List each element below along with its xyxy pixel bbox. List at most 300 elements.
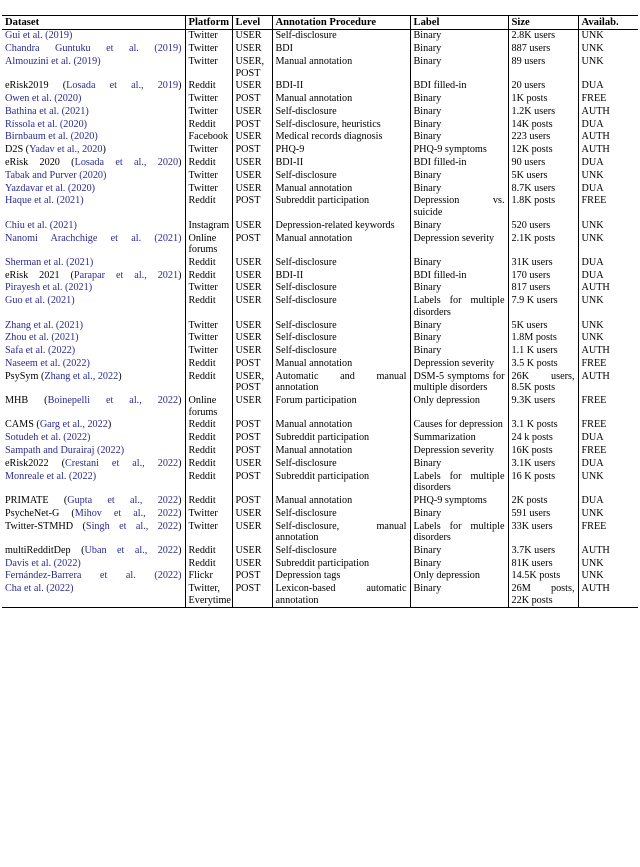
citation-link[interactable]: Losada et al., 2019 [66,80,179,92]
column-header-dataset: Dataset [2,16,185,30]
dataset-name-prefix: eRisk2022 ( [5,457,65,469]
cell-availability: UNK [578,219,638,232]
cell-platform: Reddit [185,195,232,219]
cell-dataset [2,557,185,570]
cell-label: Binary [410,345,508,358]
cell-size: 5K users [508,169,578,182]
cell-level: USER, POST [232,55,272,79]
cell-label: Binary [410,282,508,295]
cell-level: USER [232,457,272,470]
table-row [2,232,638,256]
cell-size: 3.1K users [508,457,578,470]
cell-label: Summarization [410,432,508,445]
header-row [2,16,638,30]
cell-label: Depression severity [410,232,508,256]
cell-dataset [2,43,185,56]
citation-link[interactable]: Chiu et al. (2021) [5,219,77,231]
cell-annotation-procedure: Self-disclosure [272,507,410,520]
dataset-name-suffix: ) [178,80,182,92]
cell-platform: Reddit [185,470,232,494]
cell-dataset [2,494,185,507]
cell-dataset [2,118,185,131]
cell-platform: Reddit [185,444,232,457]
cell-availability: FREE [578,357,638,370]
cell-platform: Reddit [185,432,232,445]
cell-platform: Online forums [185,395,232,419]
citation-link[interactable]: Monreale et al. (2022) [5,470,97,482]
dataset-name-prefix: eRisk 2021 ( [5,269,74,281]
citation-link[interactable]: Ríssola et al. (2020) [5,118,88,130]
cell-annotation-procedure: Manual annotation [272,93,410,106]
cell-platform: Instagram [185,219,232,232]
table-row [2,182,638,195]
cell-label: Binary [410,507,508,520]
cell-platform: Reddit [185,256,232,269]
cell-annotation-procedure: Self-disclosure [272,29,410,42]
column-header-level: Level [232,16,272,30]
cell-level: POST [232,93,272,106]
cell-level: USER [232,131,272,144]
cell-annotation-procedure: Subreddit participation [272,557,410,570]
cell-level: POST [232,195,272,219]
table-row [2,357,638,370]
cell-level: POST [232,444,272,457]
cell-label: Labels for multiple disorders [410,295,508,319]
table-row [2,370,638,394]
table-row [2,583,638,608]
dataset-name-prefix: PsySym ( [5,370,45,382]
table-body [2,29,638,607]
cell-size: 2.8K users [508,29,578,42]
dataset-name-prefix: MHB ( [5,395,48,407]
table-row [2,507,638,520]
dataset-name-suffix: ) [102,144,106,156]
cell-annotation-procedure: Self-disclosure [272,282,410,295]
cell-size: 5K users [508,319,578,332]
cell-platform: Reddit [185,544,232,557]
cell-size: 14.5K posts [508,570,578,583]
cell-level: POST [232,419,272,432]
cell-availability: UNK [578,570,638,583]
table-row [2,169,638,182]
cell-level: USER [232,557,272,570]
cell-dataset [2,131,185,144]
cell-size: 7.9 K users [508,295,578,319]
cell-annotation-procedure: Forum participation [272,395,410,419]
cell-availability: DUA [578,256,638,269]
citation-link[interactable]: Bathina et al. (2021) [5,105,89,117]
dataset-name-prefix: multiRedditDep ( [5,544,85,556]
cell-label: Causes for depression [410,419,508,432]
cell-size: 817 users [508,282,578,295]
cell-dataset [2,583,185,608]
cell-size: 90 users [508,156,578,169]
table-row [2,80,638,93]
cell-platform: Reddit [185,494,232,507]
cell-availability: FREE [578,444,638,457]
cell-size: 223 users [508,131,578,144]
cell-platform: Facebook [185,131,232,144]
citation-link[interactable]: Davis et al. (2022) [5,557,81,569]
table-row [2,256,638,269]
cell-level: POST [232,432,272,445]
cell-label: PHQ-9 symptoms [410,144,508,157]
cell-dataset [2,144,185,157]
cell-dataset [2,357,185,370]
citation-link[interactable]: Crestani et al., 2022 [64,457,179,469]
table-row [2,295,638,319]
cell-level: USER [232,182,272,195]
cell-size: 16 K posts [508,470,578,494]
cell-dataset [2,332,185,345]
cell-platform: Twitter [185,55,232,79]
cell-size: 2.1K posts [508,232,578,256]
table-row [2,544,638,557]
cell-size: 8.7K users [508,182,578,195]
cell-annotation-procedure: Self-disclosure, manual annotation [272,520,410,544]
cell-annotation-procedure: Self-disclosure [272,457,410,470]
cell-annotation-procedure: Manual annotation [272,357,410,370]
cell-platform: Twitter [185,105,232,118]
citation-link[interactable]: Naseem et al. (2022) [5,357,90,369]
cell-label: Binary [410,219,508,232]
cell-platform: Reddit [185,156,232,169]
cell-dataset [2,370,185,394]
citation-link[interactable]: Zhang et al. (2021) [5,319,84,331]
cell-size: 170 users [508,269,578,282]
cell-availability: AUTH [578,345,638,358]
cell-dataset [2,544,185,557]
citation-link[interactable]: Guo et al. (2021) [5,295,75,307]
cell-platform: Reddit [185,419,232,432]
cell-label: Binary [410,169,508,182]
cell-annotation-procedure: Self-disclosure [272,105,410,118]
cell-size: 24 k posts [508,432,578,445]
cell-annotation-procedure: Depression-related keywords [272,219,410,232]
cell-level: POST [232,494,272,507]
dataset-name-prefix: PRIMATE ( [5,494,68,506]
dataset-name-suffix: ) [107,419,112,431]
cell-label: Depression severity [410,444,508,457]
dataset-name-suffix: ) [178,507,182,519]
citation-link[interactable]: Pirayesh et al. (2021) [5,282,93,294]
cell-availability: FREE [578,93,638,106]
cell-label: Binary [410,55,508,79]
cell-level: USER [232,43,272,56]
cell-size: 1.8K posts [508,195,578,219]
cell-availability: UNK [578,557,638,570]
cell-level: USER [232,282,272,295]
table-row [2,131,638,144]
cell-label: Binary [410,118,508,131]
cell-platform: Twitter [185,332,232,345]
cell-level: USER [232,105,272,118]
table-row [2,195,638,219]
cell-level: USER [232,295,272,319]
citation-link[interactable]: Birnbaum et al. (2020) [5,131,98,143]
cell-label: Binary [410,544,508,557]
cell-availability: UNK [578,29,638,42]
cell-level: USER [232,345,272,358]
cell-dataset [2,93,185,106]
cell-annotation-procedure: Manual annotation [272,182,410,195]
cell-size: 31K users [508,256,578,269]
cell-label: Labels for multiple disorders [410,520,508,544]
cell-label: Depression vs. suicide [410,195,508,219]
cell-availability: FREE [578,395,638,419]
cell-dataset [2,80,185,93]
cell-size: 20 users [508,80,578,93]
cell-availability: UNK [578,470,638,494]
cell-size: 591 users [508,507,578,520]
table-row [2,419,638,432]
citation-link[interactable]: Fernández-Barrera et al. (2022) [5,570,182,582]
cell-annotation-procedure: Self-disclosure [272,295,410,319]
table-row [2,282,638,295]
cell-level: USER [232,395,272,419]
citation-link[interactable]: Losada et al., 2020 [74,157,179,168]
cell-dataset [2,319,185,332]
cell-dataset [2,269,185,282]
table-row [2,144,638,157]
dataset-name-suffix: ) [178,157,182,168]
cell-dataset [2,507,185,520]
cell-label: Binary [410,131,508,144]
cell-level: POST [232,357,272,370]
cell-label: Binary [410,105,508,118]
cell-platform: Twitter [185,520,232,544]
cell-label: Binary [410,43,508,56]
cell-size: 16K posts [508,444,578,457]
cell-availability: AUTH [578,370,638,394]
clipped-text-above-table [0,0,640,5]
table-row [2,93,638,106]
cell-size: 1.2K users [508,105,578,118]
cell-size: 26K users, 8.5K posts [508,370,578,394]
cell-availability: UNK [578,169,638,182]
cell-availability: AUTH [578,144,638,157]
citation-link[interactable]: Almouzini et al. (2019) [5,55,101,67]
cell-annotation-procedure: BDI [272,43,410,56]
cell-size: 520 users [508,219,578,232]
cell-availability: AUTH [578,131,638,144]
cell-annotation-procedure: Manual annotation [272,232,410,256]
citation-link[interactable]: Sotudeh et al. (2022) [5,432,91,444]
cell-availability: DUA [578,156,638,169]
cell-availability: UNK [578,232,638,256]
cell-size: 3.5 K posts [508,357,578,370]
cell-platform: Twitter [185,29,232,42]
cell-annotation-procedure: Automatic and manual annotation [272,370,410,394]
column-header-annotation: Annotation Procedure [272,16,410,30]
table-row [2,557,638,570]
table-row [2,470,638,494]
cell-level: POST [232,570,272,583]
cell-availability: UNK [578,507,638,520]
cell-availability: UNK [578,295,638,319]
citation-link[interactable]: Sherman et al. (2021) [5,256,94,268]
cell-availability: FREE [578,419,638,432]
cell-annotation-procedure: Depression tags [272,570,410,583]
citation-link[interactable]: Chandra Guntuku et al. (2019) [5,43,182,55]
cell-level: USER [232,269,272,282]
table-row [2,494,638,507]
cell-level: USER [232,156,272,169]
citation-link[interactable]: Sampath and Durairaj (2022) [5,445,125,457]
dataset-name-suffix: ) [178,520,182,532]
cell-annotation-procedure: Manual annotation [272,419,410,432]
table-row [2,444,638,457]
dataset-name-suffix: ) [178,544,182,556]
citation-link[interactable]: Parapar et al., 2021 [73,269,179,281]
dataset-name-prefix: Twitter-STMHD ( [5,520,86,532]
cell-platform: Twitter [185,93,232,106]
cell-label: PHQ-9 symptoms [410,494,508,507]
cell-platform: Twitter [185,169,232,182]
cell-availability: UNK [578,55,638,79]
table-row [2,457,638,470]
dataset-name-prefix: CAMS ( [5,419,40,431]
cell-label: BDI filled-in [410,80,508,93]
cell-dataset [2,570,185,583]
cell-size: 14K posts [508,118,578,131]
cell-dataset [2,457,185,470]
dataset-name-prefix: D2S ( [5,144,30,156]
table-row [2,156,638,169]
column-header-platform: Platform [185,16,232,30]
cell-dataset [2,395,185,419]
cell-dataset [2,432,185,445]
cell-availability: FREE [578,195,638,219]
cell-annotation-procedure: BDI-II [272,80,410,93]
cell-availability: FREE [578,520,638,544]
cell-platform: Twitter [185,282,232,295]
table-row [2,570,638,583]
cell-dataset [2,156,185,169]
citation-link[interactable]: Yadav et al., 2020 [29,144,103,156]
table-row [2,43,638,56]
cell-dataset [2,169,185,182]
citation-link[interactable]: Garg et al., 2022 [39,419,108,431]
cell-dataset [2,105,185,118]
citation-link[interactable]: Zhou et al. (2021) [5,332,79,344]
citation-link[interactable]: Gupta et al., 2022 [67,494,179,506]
cell-size: 33K users [508,520,578,544]
cell-availability: AUTH [578,544,638,557]
cell-annotation-procedure: Self-disclosure [272,169,410,182]
cell-platform: Reddit [185,269,232,282]
citation-link[interactable]: Singh et al., 2022 [85,520,179,532]
cell-annotation-procedure: BDI-II [272,269,410,282]
cell-annotation-procedure: Lexicon-based automatic annotation [272,583,410,608]
cell-size: 9.3K users [508,395,578,419]
cell-level: USER [232,507,272,520]
cell-annotation-procedure: Self-disclosure [272,319,410,332]
cell-label: Binary [410,332,508,345]
citation-link[interactable]: Safa et al. (2022) [5,345,76,357]
cell-availability: UNK [578,319,638,332]
citation-link[interactable]: Owen et al. (2020) [5,93,82,105]
cell-annotation-procedure: Self-disclosure [272,256,410,269]
cell-availability: AUTH [578,583,638,608]
cell-dataset [2,195,185,219]
dataset-name-prefix: eRisk2019 ( [5,80,67,92]
cell-dataset [2,444,185,457]
cell-size: 89 users [508,55,578,79]
cell-level: USER [232,80,272,93]
cell-dataset [2,232,185,256]
table-row [2,432,638,445]
cell-level: POST [232,232,272,256]
citation-link[interactable]: Nanomi Arachchige et al. (2021) [5,232,182,244]
citation-link[interactable]: Boinepelli et al., 2022 [47,395,179,407]
cell-level: USER [232,520,272,544]
cell-availability: AUTH [578,282,638,295]
cell-annotation-procedure: Manual annotation [272,55,410,79]
cell-level: USER [232,544,272,557]
cell-level: USER [232,256,272,269]
cell-label: Only depression [410,570,508,583]
cell-availability: UNK [578,43,638,56]
cell-platform: Twitter [185,182,232,195]
cell-dataset [2,29,185,42]
cell-platform: Twitter [185,319,232,332]
cell-annotation-procedure: Medical records diagnosis [272,131,410,144]
cell-dataset [2,256,185,269]
table-row [2,105,638,118]
cell-platform: Reddit [185,357,232,370]
column-header-label: Label [410,16,508,30]
cell-size: 26M posts, 22K posts [508,583,578,608]
cell-availability: DUA [578,269,638,282]
table-row [2,219,638,232]
cell-availability: DUA [578,494,638,507]
cell-platform: Reddit [185,370,232,394]
table-row [2,345,638,358]
citation-link[interactable]: Yazdavar et al. (2020) [5,182,96,194]
cell-label: Binary [410,319,508,332]
dataset-name-suffix: ) [178,269,182,281]
citation-link[interactable]: Tabak and Purver (2020) [5,169,107,181]
column-header-size: Size [508,16,578,30]
cell-annotation-procedure: PHQ-9 [272,144,410,157]
table-row [2,55,638,79]
cell-label: Only depression [410,395,508,419]
citation-link[interactable]: Cha et al. (2022) [5,583,74,595]
citation-link[interactable]: Zhang et al., 2022 [44,370,119,382]
table-row [2,118,638,131]
cell-dataset [2,219,185,232]
table-row [2,269,638,282]
cell-label: Binary [410,29,508,42]
cell-label: DSM-5 symptoms for multiple disorders [410,370,508,394]
citation-link[interactable]: Uban et al., 2022 [84,544,179,556]
cell-platform: Flickr [185,570,232,583]
dataset-name-suffix: ) [178,494,182,506]
citation-link[interactable]: Gui et al. (2019) [5,30,73,42]
cell-label: Depression severity [410,357,508,370]
citation-link[interactable]: Haque et al. (2021) [5,195,84,207]
cell-label: Binary [410,583,508,608]
dataset-name-prefix: eRisk 2020 ( [5,157,75,168]
cell-annotation-procedure: Subreddit participation [272,195,410,219]
table-row [2,395,638,419]
citation-link[interactable]: Mihov et al., 2022 [74,507,179,519]
cell-level: USER [232,332,272,345]
cell-size: 12K posts [508,144,578,157]
cell-annotation-procedure: Self-disclosure [272,544,410,557]
table-row [2,319,638,332]
